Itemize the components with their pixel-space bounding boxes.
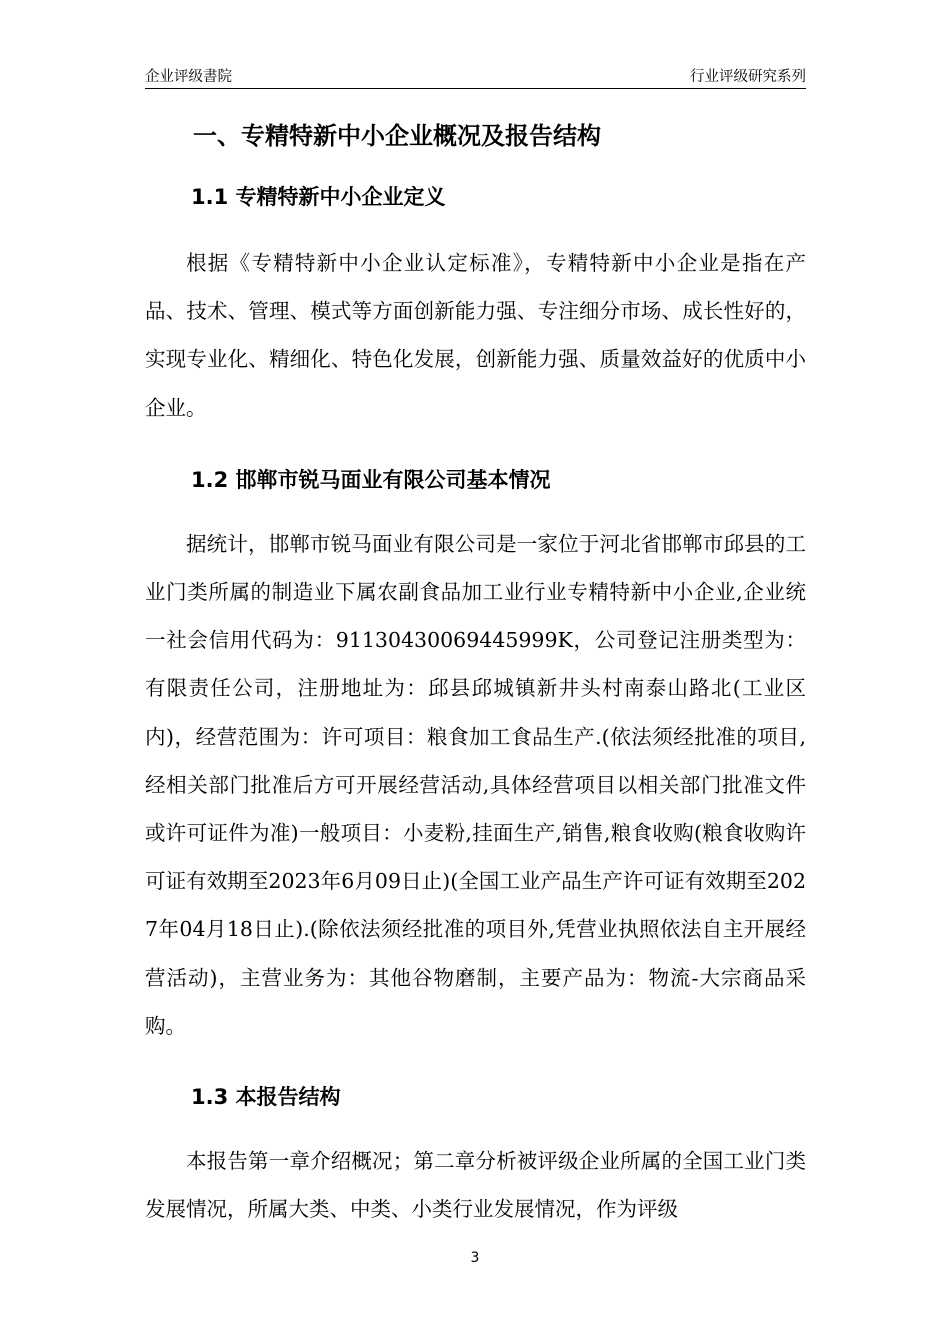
- section-paragraph-1-1: 根据《专精特新中小企业认定标准》，专精特新中小企业是指在产品、技术、管理、模式等方面创新能力强、专注细分市场、成长性好的，实现专业化、精细化、特色化发展，创新能力强、质量效益好的优质中小企业。: [145, 251, 806, 420]
- header-right-title: 行业评级研究系列: [690, 69, 806, 85]
- section-title-1-2: 1.2 邯郸市锐马面业有限公司基本情况: [191, 467, 551, 492]
- section-title-1-1: 1.1 专精特新中小企业定义: [191, 185, 446, 209]
- document-body: [145, 112, 806, 1233]
- section-paragraph-1-3: 本报告第一章介绍概况；第二章分析被评级企业所属的全国工业门类发展情况，所属大类、中类、小类行业发展情况，作为评级: [145, 1149, 806, 1222]
- header-left-title: 企业评级書院: [145, 69, 232, 85]
- section-paragraph-1-2: 据统计，邯郸市锐马面业有限公司是一家位于河北省邯郸市邱县的工业门类所属的制造业下属农副食品加工业行业专精特新中小企业,企业统一社会信用代码为：91130430069445999K，公司登记注册类型为：有限责任公司，注册地址为：邱县邱城镇新井头村南泰山路北(工业区内)，经营范围为：许可项目：粮食加工食品生产.(依法须经批准的项目,经相关部门批准后方可开展经营活动,具体经营项目以相关部门批准文件或许可证件为准)一般项目：小麦粉,挂面生产,销售,粮食收购(粮食收购许可证有效期至2023年6月09日止)(全国工业产品生产许可证有效期至2027年04月18日止).(除依法须经批准的项目外,凭营业执照依法自主开展经营活动)，主营业务为：其他谷物磨制，主要产品为：物流-大宗商品采购。: [145, 531, 806, 1038]
- header-divider: [145, 88, 806, 89]
- section-title-1-3: 1.3 本报告结构: [191, 1085, 341, 1110]
- page-number: 3: [470, 1250, 480, 1266]
- chapter-title: 一、专精特新中小企业概况及报告结构: [193, 122, 601, 150]
